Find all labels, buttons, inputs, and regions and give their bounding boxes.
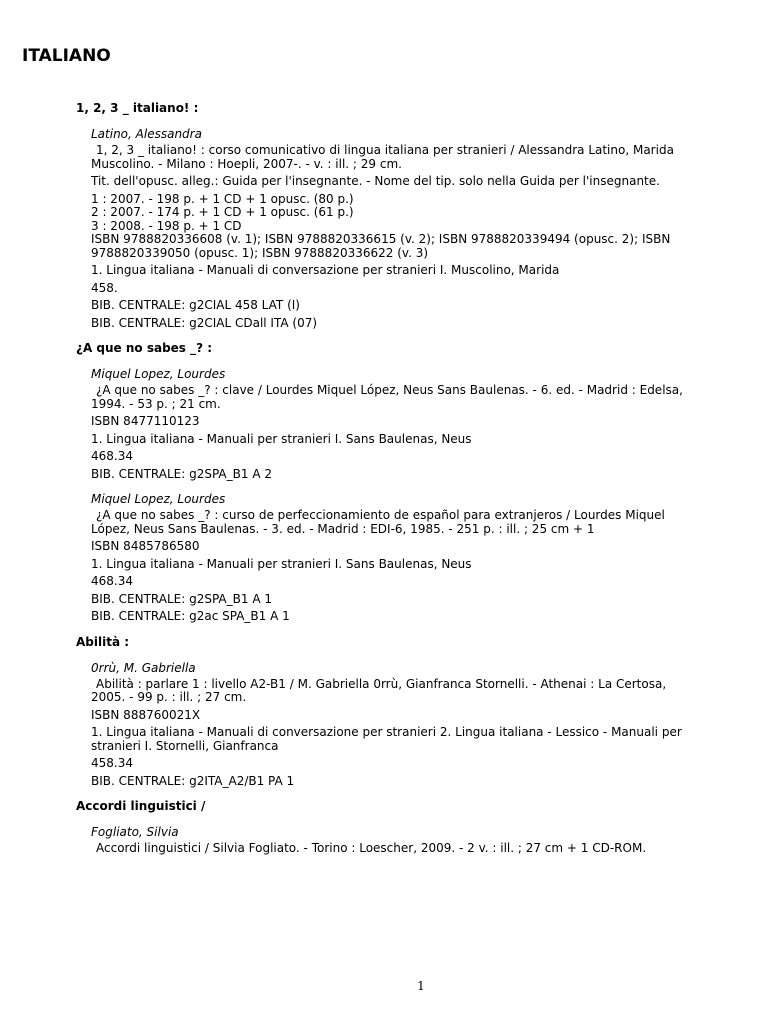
record-subjects: 1. Lingua italiana - Manuali per stranieri I. Sans Baulenas, Neus — [91, 556, 472, 571]
record-classification: 468.34 — [91, 449, 133, 463]
record-description: ¿A que no sabes _? : curso de perfeccionamiento de español para extranjeros / Lourdes Miquel López, Neus Sans Baulenas. - 3. ed. - Madrid : EDI-6, 1985. - 251 p. : ill. ; 25 cm + 1 — [91, 508, 665, 536]
record-classification: 458. — [91, 280, 118, 295]
record-subjects: 1. Lingua italiana - Manuali di conversazione per stranieri I. Muscolino, Marida — [91, 263, 560, 277]
record-isbn: ISBN 9788820336608 (v. 1); ISBN 9788820336615 (v. 2); ISBN 9788820339494 (opusc. 2); ISBN 9788820339050 (opusc. 1); ISBN 9788820336622 (v. 3) — [91, 232, 671, 260]
record-author: Latino, Alessandra — [91, 127, 202, 141]
record-isbn: ISBN 8477110123 — [91, 414, 200, 428]
record-author: Fogliato, Silvia — [91, 825, 179, 839]
record-classification: 458.34 — [91, 756, 133, 770]
record-volume: 1 : 2007. - 198 p. + 1 CD + 1 opusc. (80 p.) — [91, 191, 354, 206]
record-description: ¿A que no sabes _? : clave / Lourdes Miquel López, Neus Sans Baulenas. - 6. ed. - Madrid : Edelsa, 1994. - 53 p. ; 21 cm. — [91, 383, 683, 411]
record-author: Miquel Lopez, Lourdes — [91, 367, 226, 381]
catalog-entry — [76, 798, 696, 856]
record-isbn: ISBN 8485786580 — [91, 539, 200, 553]
entry-heading: ¿A que no sabes _? : — [76, 341, 213, 355]
page-number: 1 — [417, 979, 425, 993]
record-description: Accordi linguistici / Silvia Fogliato. - Torino : Loescher, 2009. - 2 v. : ill. ; 27 cm + 1 CD-ROM. — [96, 841, 647, 855]
record-subjects: 1. Lingua italiana - Manuali per stranieri I. Sans Baulenas, Neus — [91, 431, 472, 446]
record-holding: BIB. CENTRALE: g2SPA_B1 A 1 — [91, 591, 272, 606]
record-holding: BIB. CENTRALE: g2ITA_A2/B1 PA 1 — [91, 773, 295, 788]
catalog-record — [91, 366, 696, 481]
record-description: Abilità : parlare 1 : livello A2-B1 / M. Gabriella 0rrù, Gianfranca Stornelli. - Athenai : La Certosa, 2005. - 99 p. : ill. ; 27 cm. — [91, 676, 667, 704]
catalog-entry — [76, 634, 696, 789]
catalog-record — [91, 491, 696, 624]
record-holding: BIB. CENTRALE: g2CIAL CDall ITA (07) — [91, 315, 318, 330]
record-description: 1, 2, 3 _ italiano! : corso comunicativo di lingua italiana per stranieri / Alessandra Latino, Marida Muscolino. - Milano : Hoepli, 2007-. - v. : ill. ; 29 cm. — [91, 143, 674, 171]
catalog-record — [91, 660, 696, 789]
record-volume: 2 : 2007. - 174 p. + 1 CD + 1 opusc. (61 p.) — [91, 205, 354, 219]
catalog-entry — [76, 340, 696, 624]
record-holding: BIB. CENTRALE: g2SPA_B1 A 2 — [91, 466, 272, 481]
section-title: ITALIANO — [22, 46, 111, 66]
record-author: 0rrù, M. Gabriella — [91, 660, 196, 675]
record-holding: BIB. CENTRALE: g2CIAL 458 LAT (I) — [91, 298, 300, 312]
record-notes: Tit. dell'opusc. alleg.: Guida per l'insegnante. - Nome del tip. solo nella Guida per l'insegnante. — [91, 174, 660, 188]
record-volume: 3 : 2008. - 198 p. + 1 CD — [91, 218, 242, 233]
record-classification: 468.34 — [91, 574, 133, 588]
catalog-entry — [76, 100, 696, 330]
catalog-record — [91, 824, 696, 856]
catalog-entries — [76, 100, 696, 866]
record-isbn: ISBN 888760021X — [91, 707, 201, 722]
catalog-record — [91, 126, 696, 330]
entry-heading: Accordi linguistici / — [76, 799, 206, 813]
entry-heading: Abilità : — [76, 634, 130, 649]
entry-heading: 1, 2, 3 _ italiano! : — [76, 101, 199, 115]
record-author: Miquel Lopez, Lourdes — [91, 492, 226, 506]
record-holding: BIB. CENTRALE: g2ac SPA_B1 A 1 — [91, 609, 290, 623]
record-subjects: 1. Lingua italiana - Manuali di conversazione per stranieri 2. Lingua italiana - Lessico - Manuali per stranieri I. Stornelli, Gianfranca — [91, 725, 682, 753]
